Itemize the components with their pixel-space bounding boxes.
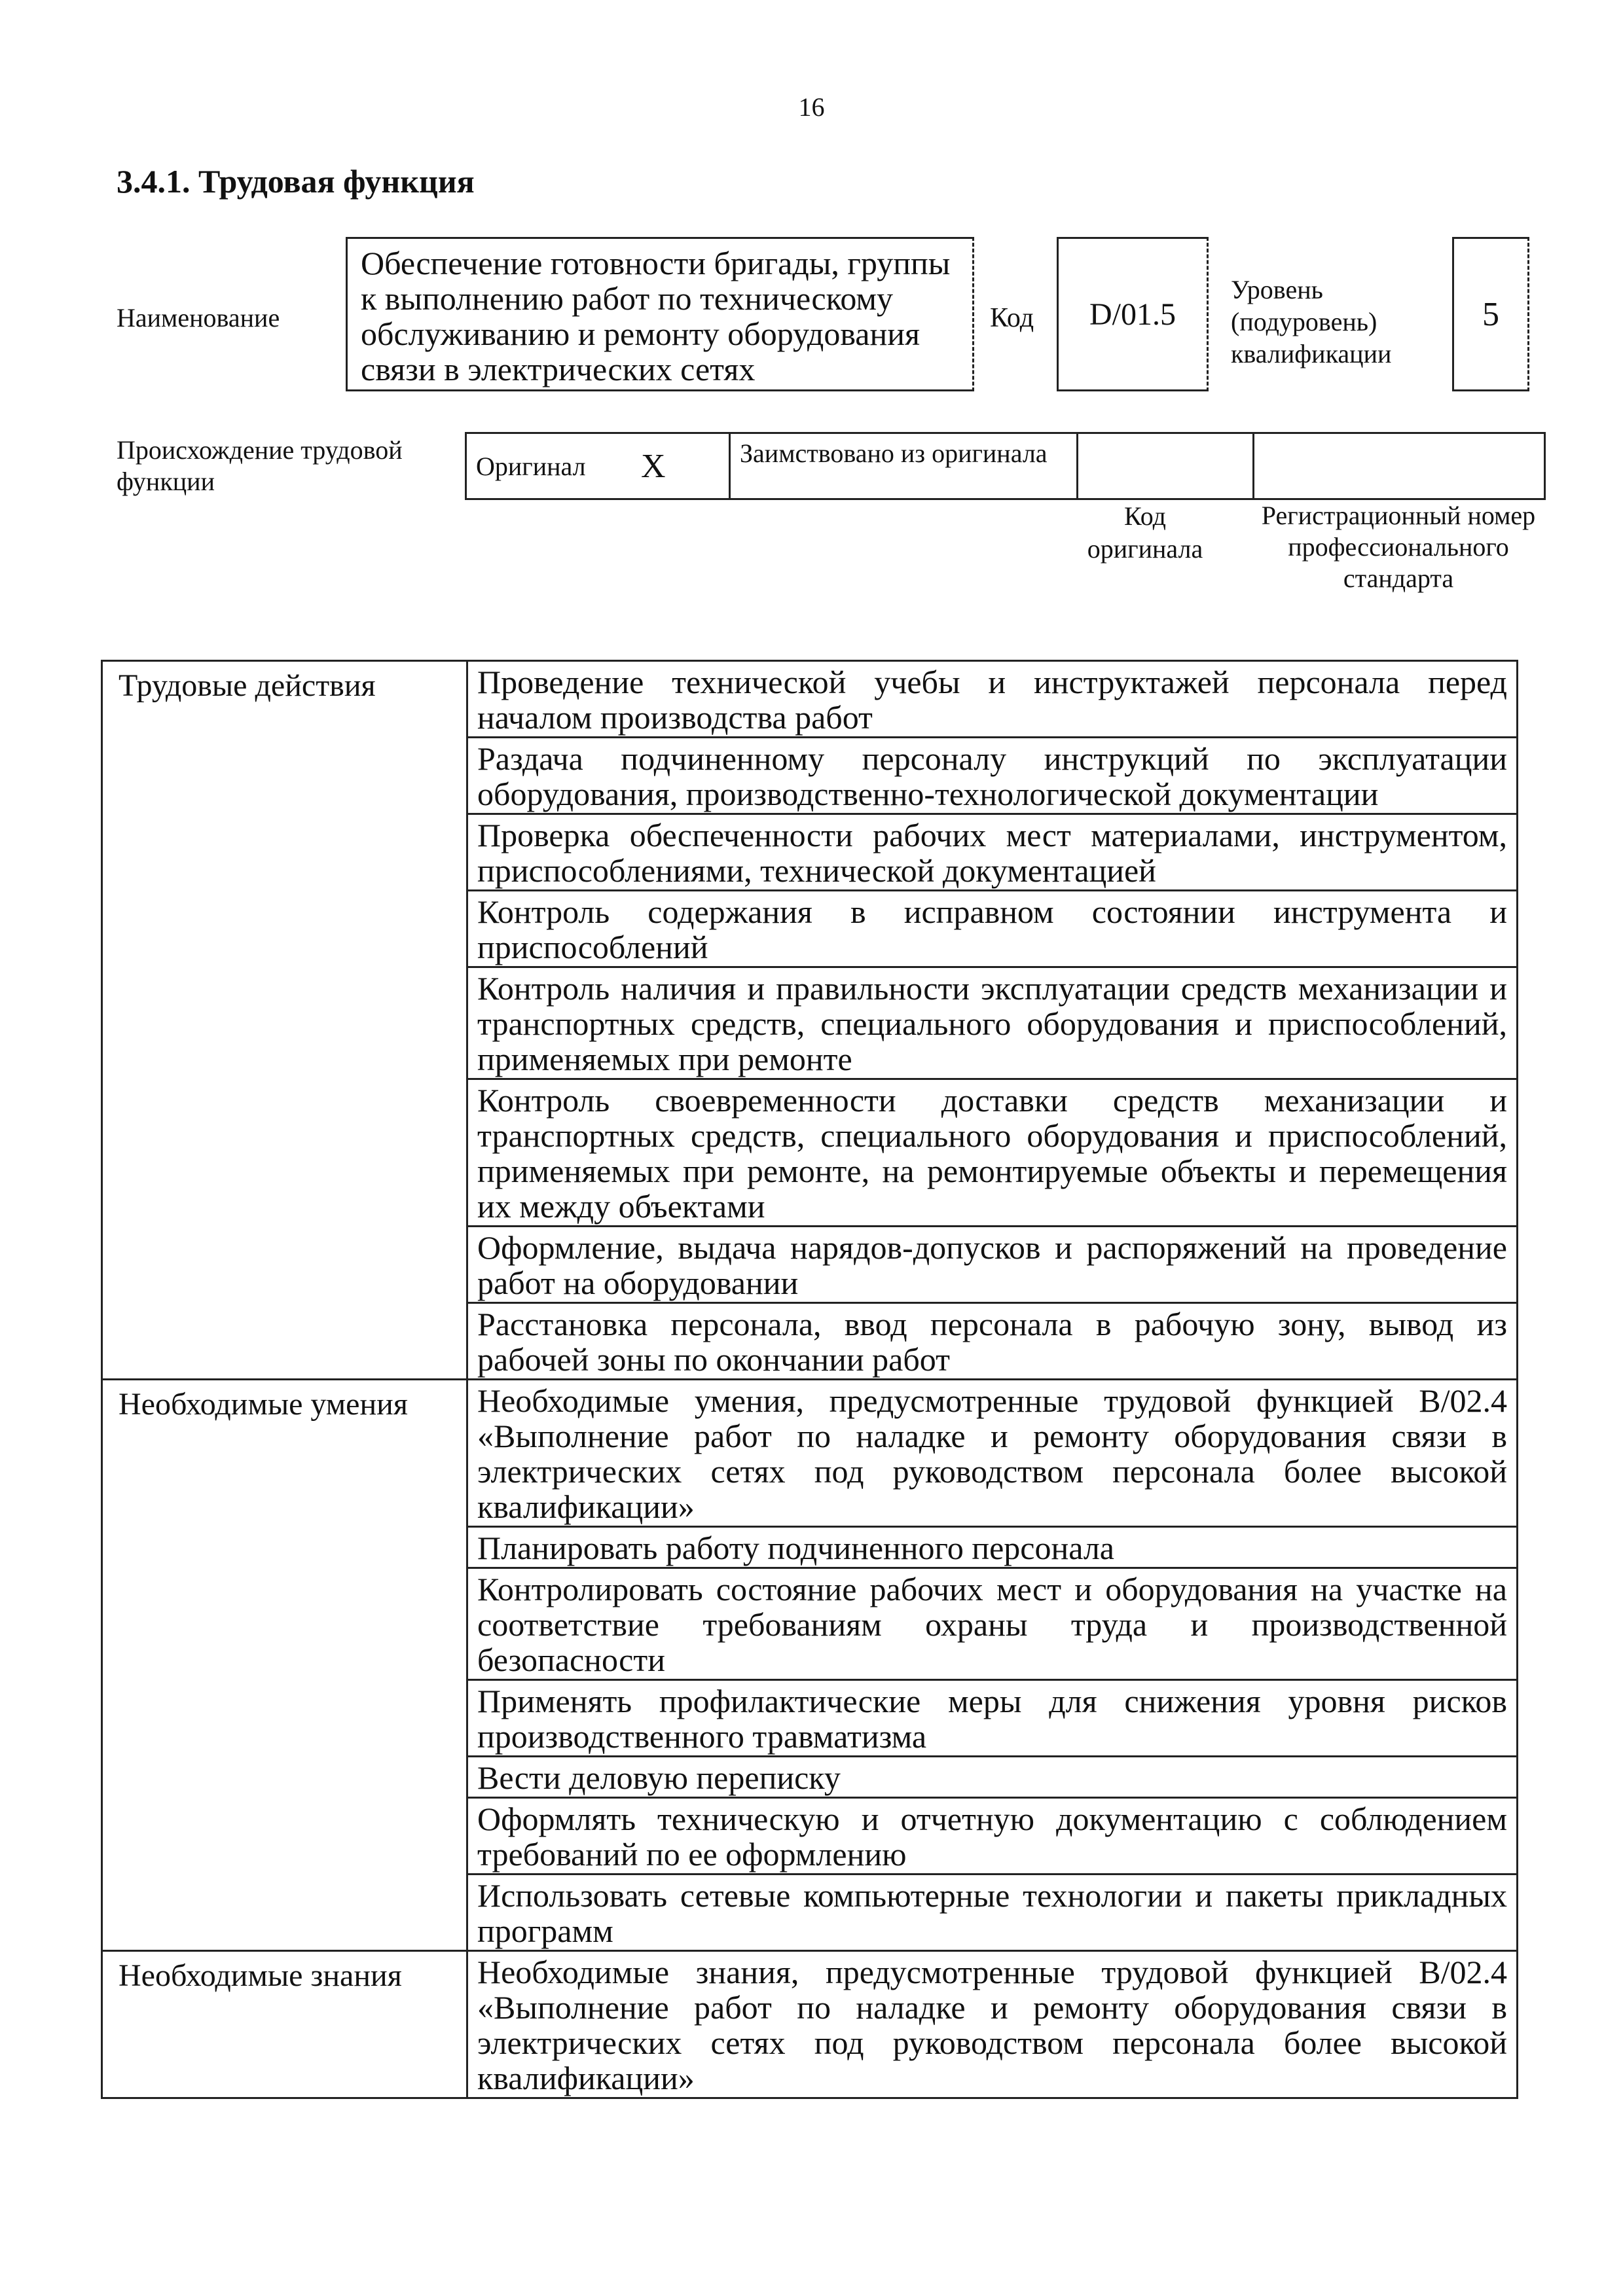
original-mark: X — [632, 433, 730, 499]
section-title-cell: Необходимые знания — [102, 1951, 467, 2098]
reg-number-cell — [1254, 433, 1545, 499]
item-cell: Применять профилактические меры для снижения уровня рисков производственного травматизма — [467, 1680, 1518, 1757]
item-cell: Расстановка персонала, ввод персонала в рабочую зону, вывод из рабочей зоны по окончании работ — [467, 1303, 1518, 1380]
item-cell: Использовать сетевые компьютерные технологии и пакеты прикладных программ — [467, 1874, 1518, 1951]
page-number: 16 — [798, 92, 825, 122]
name-label: Наименование — [117, 303, 280, 332]
borrowed-label: Заимствовано из оригинала — [730, 433, 1078, 499]
code-field: D/01.5 — [1057, 237, 1209, 391]
item-cell: Контроль содержания в исправном состоянии инструмента и приспособлений — [467, 891, 1518, 967]
item-cell: Контроль своевременности доставки средств механизации и транспортных средств, специального оборудования и приспособлений, применяемых при ремонте, на ремонтируемые объекты и перемещения их между объектами — [467, 1079, 1518, 1227]
item-cell: Контролировать состояние рабочих мест и оборудования на участке на соответствие требованиям охраны труда и производственной безопасности — [467, 1568, 1518, 1680]
item-cell: Необходимые умения, предусмотренные трудовой функцией В/02.4 «Выполнение работ по наладке и ремонту оборудования связи в электрических сетях под руководством персонала более высокой квалификации» — [467, 1380, 1518, 1527]
item-cell: Планировать работу подчиненного персонала — [467, 1527, 1518, 1568]
item-cell: Оформление, выдача нарядов-допусков и распоряжений на проведение работ на оборудовании — [467, 1227, 1518, 1303]
section-title-cell: Трудовые действия — [102, 661, 467, 1380]
item-cell: Контроль наличия и правильности эксплуатации средств механизации и транспортных средств, специального оборудования и приспособлений, применяемых при ремонте — [467, 967, 1518, 1079]
item-cell: Необходимые знания, предусмотренные трудовой функцией В/02.4 «Выполнение работ по наладке и ремонту оборудования связи в электрических сетях под руководством персонала более высокой квалификации» — [467, 1951, 1518, 2098]
item-cell: Проверка обеспеченности рабочих мест материалами, инструментом, приспособлениями, технической документацией — [467, 814, 1518, 891]
item-cell: Проведение технической учебы и инструктажей персонала перед началом производства работ — [467, 661, 1518, 738]
code-label: Код — [990, 303, 1034, 333]
function-name-field: Обеспечение готовности бригады, группы к выполнению работ по техническому обслуживанию и ремонту оборудования связи в электрических сетях — [346, 237, 974, 391]
level-label — [1231, 274, 1427, 370]
item-cell: Оформлять техническую и отчетную документацию с соблюдением требований по ее оформлению — [467, 1798, 1518, 1874]
original-label: Оригинал — [466, 433, 632, 499]
origin-table — [465, 432, 1546, 500]
original-code-cell — [1078, 433, 1254, 499]
function-details-table — [101, 660, 1518, 2099]
level-label-text: Уровень (подуровень) квалификации — [1231, 275, 1392, 368]
item-cell: Раздача подчиненному персоналу инструкций по эксплуатации оборудования, производственно-технологической документации — [467, 738, 1518, 814]
section-title-cell: Необходимые умения — [102, 1380, 467, 1951]
item-cell: Вести деловую переписку — [467, 1757, 1518, 1798]
origin-row — [466, 433, 1545, 499]
table-row — [102, 1380, 1518, 1527]
table-row — [102, 1951, 1518, 2098]
origin-label: Происхождение трудовой функции — [117, 435, 403, 496]
table-row — [102, 661, 1518, 738]
section-title: 3.4.1. Трудовая функция — [117, 163, 475, 200]
original-code-caption: Код оригинала — [1087, 501, 1203, 564]
reg-number-caption: Регистрационный номер профессионального стандарта — [1261, 501, 1536, 593]
level-field: 5 — [1452, 237, 1529, 391]
